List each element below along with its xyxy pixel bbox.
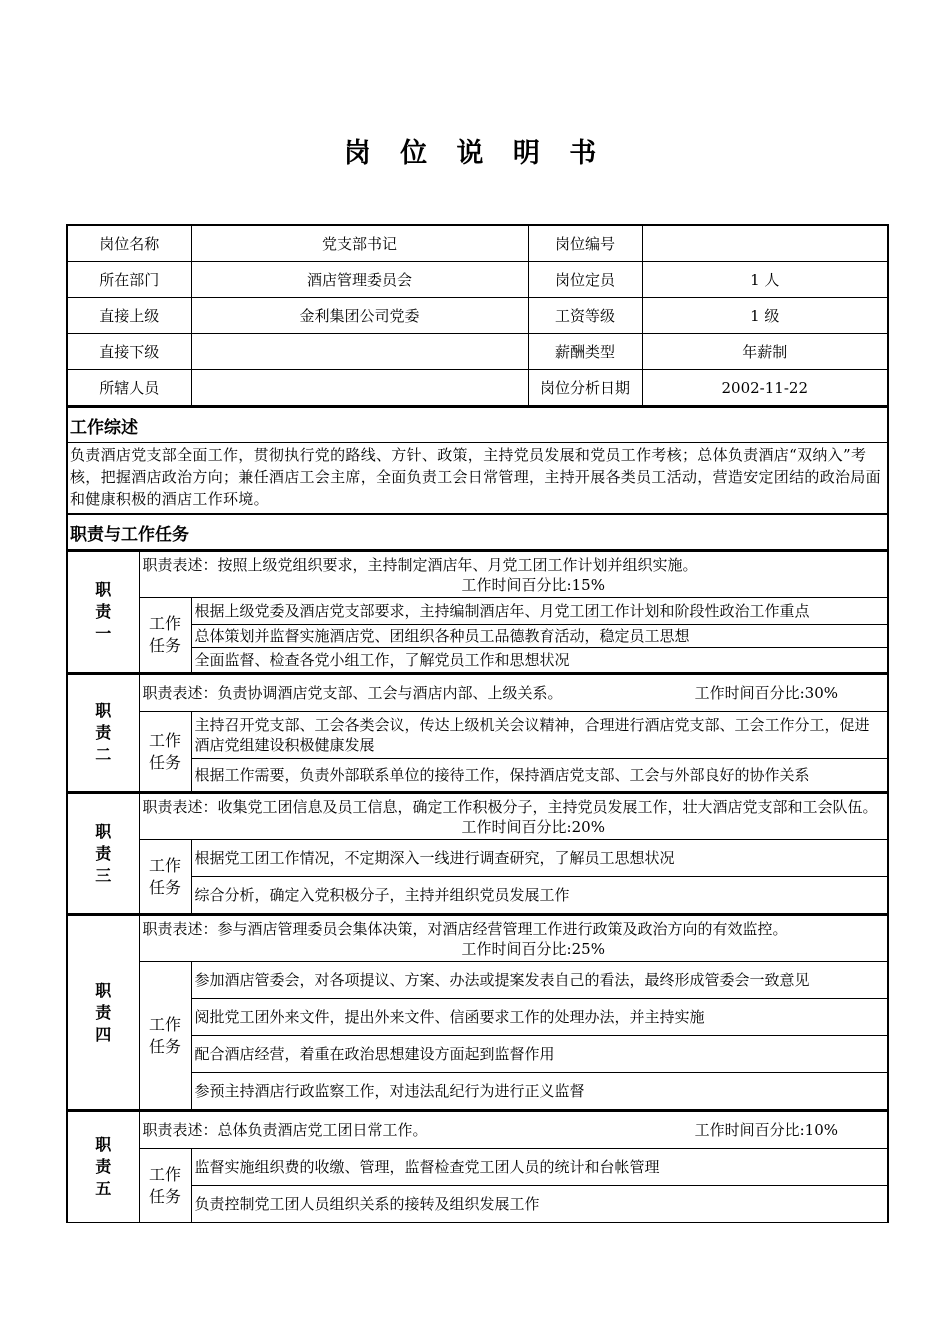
info-label: 岗位分析日期 [528, 370, 642, 406]
task-label [139, 712, 191, 792]
info-row [68, 226, 887, 262]
task-row [68, 840, 887, 877]
task-item: 参预主持酒店行政监察工作，对违法乱纪行为进行正义监督 [191, 1073, 887, 1110]
info-label: 薪酬类型 [528, 334, 642, 370]
duty-block [68, 914, 887, 1110]
task-label-text: 任务 [148, 1036, 181, 1056]
info-label: 工资等级 [528, 298, 642, 334]
duty-time-percent: 工作时间百分比:25% [461, 939, 605, 958]
duty-block [68, 1110, 887, 1223]
task-label [139, 962, 191, 1110]
task-item: 根据上级党委及酒店党支部要求，主持编制酒店年、月党工团工作计划和阶段性政治工作重点 [191, 598, 887, 625]
info-value: 党支部书记 [191, 226, 528, 262]
task-row [68, 1073, 887, 1110]
info-label: 岗位编号 [528, 226, 642, 262]
duty-statement-cell [139, 794, 887, 840]
task-item: 根据党工团工作情况，不定期深入一线进行调查研究，了解员工思想状况 [191, 840, 887, 877]
duty-label-char: 四 [95, 1024, 112, 1044]
duty-block [68, 673, 887, 792]
duty-label [68, 916, 139, 1110]
info-row [68, 298, 887, 334]
task-row [68, 648, 887, 673]
duty-label [68, 794, 139, 914]
task-row [68, 598, 887, 625]
duty-statement: 职责表述：收集党工团信息及员工信息，确定工作积极分子，主持党员发展工作，壮大酒店党支部和工会队伍。 [142, 797, 878, 816]
duty-label-char: 责 [95, 602, 112, 621]
info-row [68, 334, 887, 370]
info-label: 岗位定员 [528, 262, 642, 298]
duty-statement: 职责表述：总体负责酒店党工团日常工作。 [142, 1121, 428, 1139]
info-value: 1 人 [642, 262, 887, 298]
info-value: 1 级 [642, 298, 887, 334]
duty-time-percent: 工作时间百分比:30% [694, 684, 838, 702]
task-label-text: 任务 [148, 636, 181, 655]
info-value: 2002-11-22 [642, 370, 887, 406]
duty-label-char: 职 [95, 1135, 112, 1154]
task-item: 全面监督、检查各党小组工作，了解党员工作和思想状况 [191, 648, 887, 673]
task-row [68, 1149, 887, 1186]
duty-label-char: 责 [95, 843, 112, 863]
duties-list [68, 550, 887, 1223]
duty-block [68, 792, 887, 914]
task-item: 监督实施组织费的收缴、管理，监督检查党工团人员的统计和台帐管理 [191, 1149, 887, 1186]
duty-label-char: 三 [95, 865, 112, 885]
task-label [139, 840, 191, 914]
info-row [68, 370, 887, 406]
info-value: 年薪制 [642, 334, 887, 370]
duty-time-percent: 工作时间百分比:10% [694, 1121, 838, 1139]
task-item: 总体策划并监督实施酒店党、团组织各种员工品德教育活动，稳定员工思想 [191, 625, 887, 648]
duty-statement-cell [139, 675, 887, 712]
duty-time-percent: 工作时间百分比:20% [461, 817, 605, 836]
duty-label-char: 职 [95, 701, 112, 720]
task-label-text: 任务 [148, 752, 181, 772]
duty-time-percent: 工作时间百分比:15% [461, 575, 605, 594]
info-label: 直接下级 [68, 334, 191, 370]
task-item: 综合分析，确定入党积极分子，主持并组织党员发展工作 [191, 877, 887, 914]
task-row [68, 877, 887, 914]
task-item: 根据工作需要，负责外部联系单位的接待工作，保持酒店党支部、工会与外部良好的协作关系 [191, 759, 887, 792]
duty-label-char: 责 [95, 723, 112, 742]
info-label: 所在部门 [68, 262, 191, 298]
duty-statement: 职责表述：按照上级党组织要求，主持制定酒店年、月党工团工作计划并组织实施。 [142, 555, 698, 574]
duty-label-char: 五 [95, 1179, 112, 1198]
task-row [68, 1036, 887, 1073]
duty-statement: 职责表述：负责协调酒店党支部、工会与酒店内部、上级关系。 [142, 684, 563, 702]
task-item: 参加酒店管委会，对各项提议、方案、办法或提案发表自己的看法，最终形成管委会一致意见 [191, 962, 887, 999]
task-label-text: 任务 [148, 1186, 181, 1206]
duty-label-char: 职 [95, 821, 112, 841]
info-label: 直接上级 [68, 298, 191, 334]
basic-info-table [68, 226, 887, 406]
task-row [68, 962, 887, 999]
task-item: 负责控制党工团人员组织关系的接转及组织发展工作 [191, 1186, 887, 1223]
task-label [139, 1149, 191, 1223]
duty-label-char: 二 [95, 745, 112, 764]
task-item: 阅批党工团外来文件，提出外来文件、信函要求工作的处理办法，并主持实施 [191, 999, 887, 1036]
duty-label-char: 责 [95, 1157, 112, 1176]
info-value: 金利集团公司党委 [191, 298, 528, 334]
duty-statement: 职责表述：参与酒店管理委员会集体决策，对酒店经营管理工作进行政策及政治方向的有效监控。 [142, 919, 788, 938]
duty-label [68, 675, 139, 792]
duty-label-char: 职 [95, 980, 112, 1000]
duty-statement-cell [139, 552, 887, 598]
duty-label-char: 职 [95, 580, 112, 599]
task-label-text: 任务 [148, 877, 181, 897]
overview-heading: 工作综述 [68, 406, 887, 443]
duty-label [68, 552, 139, 673]
duties-heading: 职责与工作任务 [68, 513, 887, 550]
info-value [191, 334, 528, 370]
job-description-form [66, 224, 889, 1223]
task-item: 主持召开党支部、工会各类会议，传达上级机关会议精神，合理进行酒店党支部、工会工作分工，促进酒店党组建设积极健康发展 [191, 712, 887, 759]
task-row [68, 712, 887, 759]
task-label-text: 工作 [148, 730, 181, 750]
duty-statement-cell [139, 916, 887, 962]
page-title: 岗 位 说 明 书 [343, 138, 607, 169]
info-value [191, 370, 528, 406]
task-label-text: 工作 [148, 1164, 181, 1184]
task-row [68, 999, 887, 1036]
info-value [642, 226, 887, 262]
overview-text: 负责酒店党支部全面工作，贯彻执行党的路线、方针、政策，主持党员发展和党员工作考核；总体负责酒店“双纳入”考核，把握酒店政治方向；兼任酒店工会主席，全面负责工会日常管理，主持开展各类员工活动，营造安定团结的政治局面和健康积极的酒店工作环境。 [70, 446, 881, 508]
task-label-text: 工作 [148, 1014, 181, 1034]
info-label: 所辖人员 [68, 370, 191, 406]
duty-label-char: 责 [95, 1002, 112, 1022]
task-row [68, 759, 887, 792]
task-row [68, 625, 887, 648]
info-label: 岗位名称 [68, 226, 191, 262]
info-row [68, 262, 887, 298]
task-label-text: 工作 [148, 614, 181, 633]
duty-statement-cell [139, 1112, 887, 1149]
duty-label [68, 1112, 139, 1223]
task-row [68, 1186, 887, 1223]
duty-block [68, 550, 887, 673]
task-item: 配合酒店经营，着重在政治思想建设方面起到监督作用 [191, 1036, 887, 1073]
duty-label-char: 一 [95, 624, 112, 643]
task-label-text: 工作 [148, 855, 181, 875]
task-label [139, 598, 191, 673]
info-value: 酒店管理委员会 [191, 262, 528, 298]
